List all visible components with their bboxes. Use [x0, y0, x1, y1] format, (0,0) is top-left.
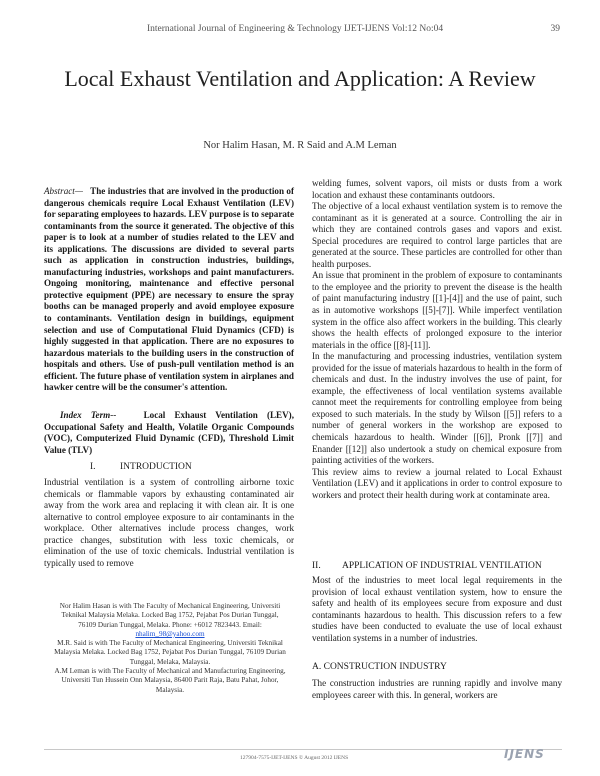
paper-title: Local Exhaust Ventilation and Application: A Review [64, 66, 536, 91]
index-terms [44, 410, 294, 456]
application-paragraph: Most of the industries to meet local legal requirements in the provision of local exhaust ventilation system, how to ensure the safety and health of its employees secure from exposure and dust contaminants hazardous to health. This discussion refers to a few studies have been conducted to evaluate the use of local exhaust ventilation systems in a number of industries. [312, 575, 562, 643]
paragraph: The objective of a local exhaust ventilation system is to remove the contaminant as it is generated at a source. Controlling the air in which they are contained controls gases and vapors and exist. Special procedures are required to control large particles that are generated at the source. These particles are controlled for other than health purposes. [312, 201, 562, 269]
page-number: 39 [550, 24, 560, 34]
construction-text [312, 678, 562, 701]
section-heading-application [312, 561, 542, 571]
right-column-body [312, 178, 562, 501]
author-list: Nor Halim Hasan, M. R Said and A.M Leman [203, 140, 397, 151]
index-terms-text: Local Exhaust Ventilation (LEV), Occupational Safety and Health, Volatile Organic Compounds (VOC), Computerized Fluid Dynamic (CFD), Threshold Limit Value (TLV) [44, 410, 294, 455]
paragraph: welding fumes, solvent vapors, oil mists or dusts from a work location and exhaust these contaminants outdoors. [312, 178, 562, 200]
abstract-label: Abstract— [44, 186, 83, 196]
footnotes [52, 602, 288, 695]
abstract [44, 186, 294, 394]
section-title: APPLICATION OF INDUSTRIAL VENTILATION [342, 561, 542, 571]
footnote-author-1: Nor Halim Hasan is with The Faculty of Mechanical Engineering, Universiti Teknikal Malaysia Melaka. Locked Bag 1752, Pejabat Pos Durian Tunggal, 76109 Durian Tunggal, Melaka. Phone: +6012 7823443. Email: nhalim_98@yahoo.com [59, 602, 281, 638]
section-title: INTRODUCTION [120, 462, 192, 472]
application-text [312, 575, 562, 644]
construction-paragraph: The construction industries are running rapidly and involve many employees career with this. In general, workers are [312, 678, 562, 700]
footer-divider [44, 749, 562, 750]
section-number: II. [312, 561, 321, 571]
paragraph: In the manufacturing and processing industries, ventilation system provided for the issue of materials hazardous to health in the form of chemicals and dust. In the industry involves the use of paint, for example, the effectiveness of local ventilation systems available cannot meet the requirements for controlling employee from being exposed to such materials. In the study by Wilson [[5]] refers to a number of general workers in the workshop are exposed to chemicals hazardous to health. Winder [[6]], Pronk [[7]] and Enander [[12]] also undertook a study on chemical exposure from painting activities of the workers. [312, 351, 563, 466]
abstract-text: The industries that are involved in the production of dangerous chemicals require Local Exhaust Ventilation (LEV) for separating employees to hazards. LEV purpose is to separate contaminants from the source it generated. The objective of this paper is to look at a number of studies related to the LEV and its applications. The discussions are divided to several parts such as application in construction industries, buildings, manufacturing industries, workshops and paint manufacturers. Ongoing monitoring, maintenance and effective personal protective equipment (PPE) are necessary to ensure the spray booths can be managed properly and avoid employee exposure to contaminants. Ventilation design in buildings, equipment selection and use of Computational Fluid Dynamics (CFD) is highly suggested in that application. There are no exposures to hazardous materials to the building users in the construction of hospitals and others. Use of push-pull ventilation method is an efficient. The future phase of ventilation system in airplanes and hawker centre will be the consumer's attention. [44, 186, 294, 393]
author-email-link[interactable]: nhalim_98@yahoo.com [135, 629, 205, 638]
subsection-heading-construction: A. CONSTRUCTION INDUSTRY [312, 662, 447, 672]
section-heading-introduction [90, 462, 192, 472]
journal-name: International Journal of Engineering & Technology IJET-IJENS Vol:12 No:04 [147, 24, 444, 34]
introduction-paragraph: Industrial ventilation is a system of controlling airborne toxic chemicals or flammable vapors by exhausting contaminated air away from the work area and replacing it with clean air. It is one alternative to control employee exposure to air contaminants in the workplace. Other alternatives include process changes, work practice changes, substitution with less toxic chemicals, or elimination of the use of toxic chemicals. Industrial ventilation is typically used to remove [44, 477, 294, 568]
footnote-author-2: M.R. Said is with The Faculty of Mechanical Engineering, Universiti Teknikal Malaysia Melaka. Locked Bag 1752, Pejabat Pos Durian Tunggal, 76109 Durian Tunggal, Melaka, Malaysia. [54, 639, 286, 666]
publisher-logo: IJENS [504, 747, 545, 761]
paragraph: This review aims to review a journal related to Local Exhaust Ventilation (LEV) and it applications in order to control exposure to workers and protect their health during work at contaminate area. [312, 466, 562, 500]
introduction-text [44, 477, 294, 569]
footer-copyright: 127904-7575-IJET-IJENS © August 2012 IJENS [240, 755, 349, 761]
footnote-author-3: A.M Leman is with The Faculty of Mechanical and Manufacturing Engineering, Universiti Tun Hussein Onn Malaysia, 86400 Parit Raja, Batu Pahat, Johor, Malaysia. [54, 667, 286, 694]
paragraph: An issue that prominent in the problem of exposure to contaminants to the employee and the priority to prevent the disease is the health of paint manufacturing industry [[1]-[4]] and the use of paint, such as in automotive workshops [[5]-[7]]. While imperfect ventilation system in the office also affect workers in the building. This clearly shows the health effects of prolonged exposure to the interior materials in the office [[8]-[11]]. [312, 270, 562, 350]
section-number: I. [90, 462, 96, 472]
index-terms-label: Index Term-- [60, 410, 117, 420]
